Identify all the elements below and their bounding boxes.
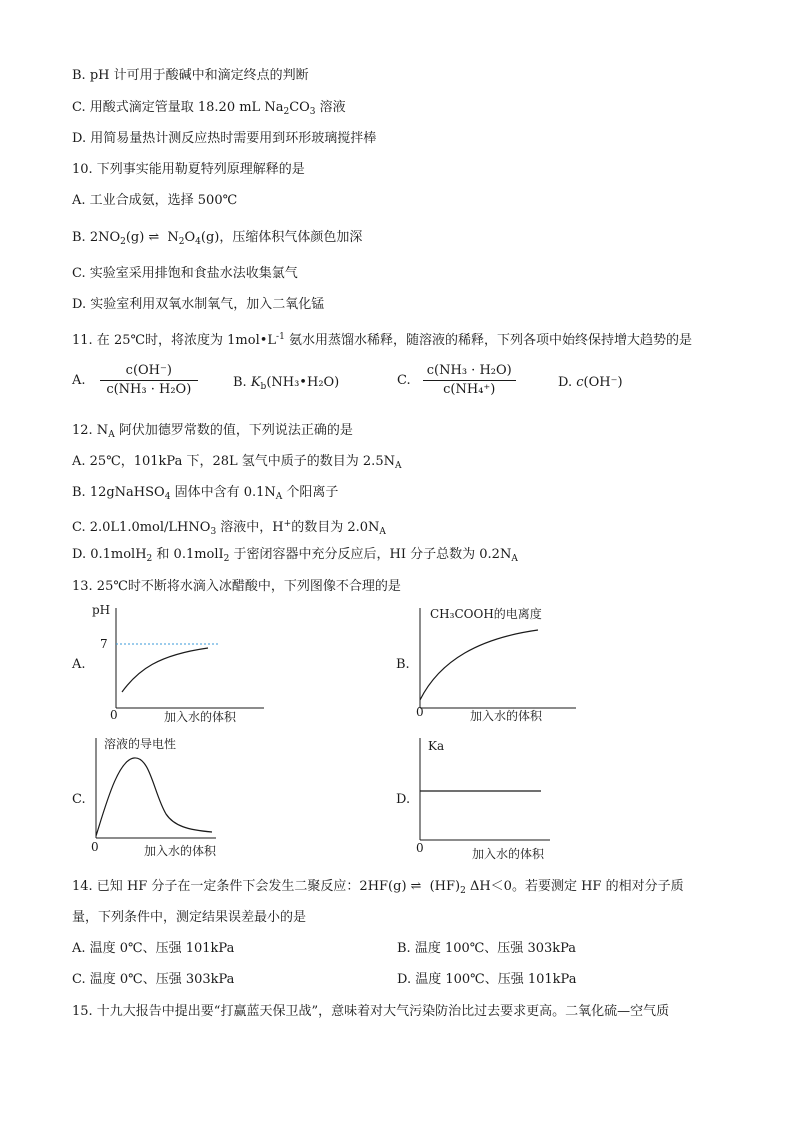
equilibrium-arrow-icon: ⇌ [148, 230, 160, 245]
q12-option-b: B. 12gNaHSO$_4$ 固体中含有 $0.1N_A$ 个阳离子 [72, 485, 339, 502]
q14-stem: 14. 已知 HF 分子在一定条件下会发生二聚反应：2HF(g) ⇌ $(HF)_2$ ΔH＜0。若要测定 HF 的相对分子质 [72, 879, 684, 896]
q14-option-d: D. 温度 100℃、压强 101kPa [397, 972, 577, 987]
q14-option-a: A. 温度 0℃、压强 101kPa [72, 941, 235, 956]
graph-d-label: D. [396, 792, 411, 807]
origin-label: 0 [416, 841, 424, 855]
y-axis-label: Ka [428, 739, 445, 753]
tick-7: 7 [100, 637, 108, 651]
curve [122, 648, 208, 692]
q10-stem: 10. 下列事实能用勒夏特列原理解释的是 [72, 162, 305, 177]
q9-option-c: C. 用酸式滴定管量取 18.20 mL $Na_2CO_3$ 溶液 [72, 100, 346, 117]
fraction: $\frac{c(OH^-)}{\text{c(NH₃ · H₂O)}}$ [100, 362, 198, 399]
graph-c [88, 734, 268, 864]
q11-option-a: A. $\frac{c(OH^-)}{\text{c(NH₃ · H₂O)}}$ [72, 362, 198, 399]
q14-option-c: C. 温度 0℃、压强 303kPa [72, 972, 235, 987]
origin-label: 0 [416, 705, 424, 719]
q14-option-b: B. 温度 100℃、压强 303kPa [397, 941, 577, 956]
q12-option-a: A. 25℃，101kPa 下，28L 氢气中质子的数目为 $2.5N_A$ [72, 454, 402, 471]
q12-option-c: C. $2.0L1.0mol/LHNO_3$ 溶液中，H+的数目为 $2.0N_A$ [72, 519, 386, 537]
q11-option-b: B. $K_b(NH_3•H_2O)$ [233, 375, 340, 392]
graph-b-label: B. [396, 657, 410, 672]
q15-stem: 15. 十九大报告中提出要“打赢蓝天保卫战”，意味着对大气污染防治比过去要求更高。二氧化硫—空气质 [72, 1004, 670, 1019]
q10-option-a: A. 工业合成氨，选择 500℃ [72, 193, 238, 208]
origin-label: 0 [91, 840, 99, 854]
graph-b [400, 600, 580, 730]
graph-a [88, 600, 268, 730]
x-axis-label: 加入水的体积 [144, 844, 217, 858]
graph-a-label: A. [72, 657, 86, 672]
origin-label: 0 [110, 708, 118, 722]
graph-c-label: C. [72, 792, 86, 807]
q12-stem: 12. $N_A$ 阿伏加德罗常数的值，下列说法正确的是 [72, 423, 353, 440]
y-axis-label: CH₃COOH的电离度 [430, 607, 542, 621]
graph-d [400, 734, 580, 864]
fraction: $\frac{\text{c(NH₃ · H₂O)}}{\text{c(NH₄⁺)}}$ [423, 362, 516, 399]
q11-option-d: D. c(OH⁻) [558, 375, 623, 390]
q11-option-c: C. $\frac{\text{c(NH₃ · H₂O)}}{\text{c(NH₄⁺)}}$ [397, 362, 516, 399]
q13-stem: 13. 25℃时不断将水滴入冰醋酸中，下列图像不合理的是 [72, 579, 401, 594]
q10-option-d: D. 实验室利用双氧水制氧气，加入二氧化锰 [72, 297, 325, 312]
curve [96, 758, 212, 836]
q11-stem: 11. 在 25℃时，将浓度为 $1mol•L^{-1}$ 氨水用蒸馏水稀释，随溶液的稀释，下列各项中始终保持增大趋势的是 [72, 332, 692, 348]
y-axis-label: pH [92, 603, 111, 617]
x-axis-label: 加入水的体积 [470, 709, 543, 723]
equilibrium-arrow-icon: ⇌ [410, 879, 422, 894]
curve [420, 630, 538, 700]
x-axis-label: 加入水的体积 [472, 847, 545, 861]
q12-option-d: D. 0.1molH$_2$ 和 0.1molI$_2$ 于密闭容器中充分反应后，HI 分子总数为 $0.2N_A$ [72, 547, 518, 564]
x-axis-label: 加入水的体积 [164, 710, 237, 724]
q10-option-b: B. $2NO_2(g)$ ⇌ $N_2O_4(g)$，压缩体积气体颜色加深 [72, 230, 363, 247]
q14-stem-cont: 量，下列条件中，测定结果误差最小的是 [72, 910, 307, 925]
q10-option-c: C. 实验室采用排饱和食盐水法收集氯气 [72, 266, 298, 281]
q9-option-d: D. 用简易量热计测反应热时需要用到环形玻璃搅拌棒 [72, 131, 377, 146]
y-axis-label: 溶液的导电性 [104, 737, 177, 751]
q9-option-b: B. pH 计可用于酸碱中和滴定终点的判断 [72, 68, 309, 83]
